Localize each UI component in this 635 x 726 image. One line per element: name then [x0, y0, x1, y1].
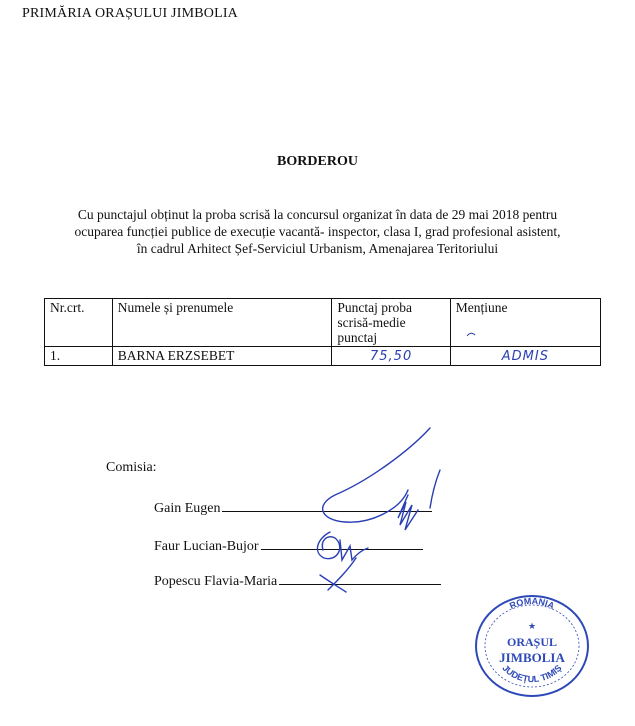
intro-line-2: ocuparea funcției publice de execuție vacantă- inspector, clasa I, grad profesional asistent,	[74, 224, 561, 239]
header-nr: Nr.crt.	[45, 299, 113, 347]
intro-line-3: în cadrul Arhitect Șef-Serviciul Urbanism, Amenajarea Teritoriului	[136, 241, 499, 256]
member-name: Gain Eugen	[154, 501, 221, 516]
table-row	[45, 347, 601, 366]
cell-nr: 1.	[45, 347, 113, 366]
stamp-line-1: ORAȘUL	[506, 635, 558, 649]
stamp-bottom-text: JUDEȚUL TIMIȘ	[500, 662, 564, 685]
results-table	[44, 298, 601, 366]
header-mention: Mențiune	[450, 299, 600, 347]
header-score: Punctaj proba scrisă-medie punctaj	[332, 299, 450, 347]
commission-label: Comisia:	[106, 460, 157, 475]
cell-mention	[450, 347, 600, 366]
intro-line-1: Cu punctajul obținut la proba scrisă la concursul organizat în data de 29 mai 2018 pentru	[77, 207, 558, 222]
institution-header: PRIMĂRIA ORAȘULUI JIMBOLIA	[22, 6, 238, 21]
stamp-star-icon: ★	[527, 621, 537, 631]
document-title: BORDEROU	[277, 154, 358, 169]
member-name: Popescu Flavia-Maria	[154, 574, 278, 589]
member-name: Faur Lucian-Bujor	[154, 539, 259, 554]
cell-score	[332, 347, 450, 366]
pen-mark	[466, 331, 476, 337]
handwritten-mention: ADMIS	[501, 349, 549, 364]
stamp-top-text: ROMÂNIA	[508, 595, 556, 611]
svg-text:JUDEȚUL TIMIȘ	[500, 663, 563, 684]
cell-name: BARNA ERZSEBET	[112, 347, 332, 366]
intro-paragraph	[14, 206, 621, 257]
handwritten-signatures	[290, 420, 470, 610]
table-header-row	[45, 299, 601, 347]
stamp-line-2: JIMBOLIA	[499, 650, 565, 665]
handwritten-score: 75,50	[370, 349, 413, 364]
official-stamp	[467, 589, 597, 701]
header-name: Numele și prenumele	[112, 299, 332, 347]
